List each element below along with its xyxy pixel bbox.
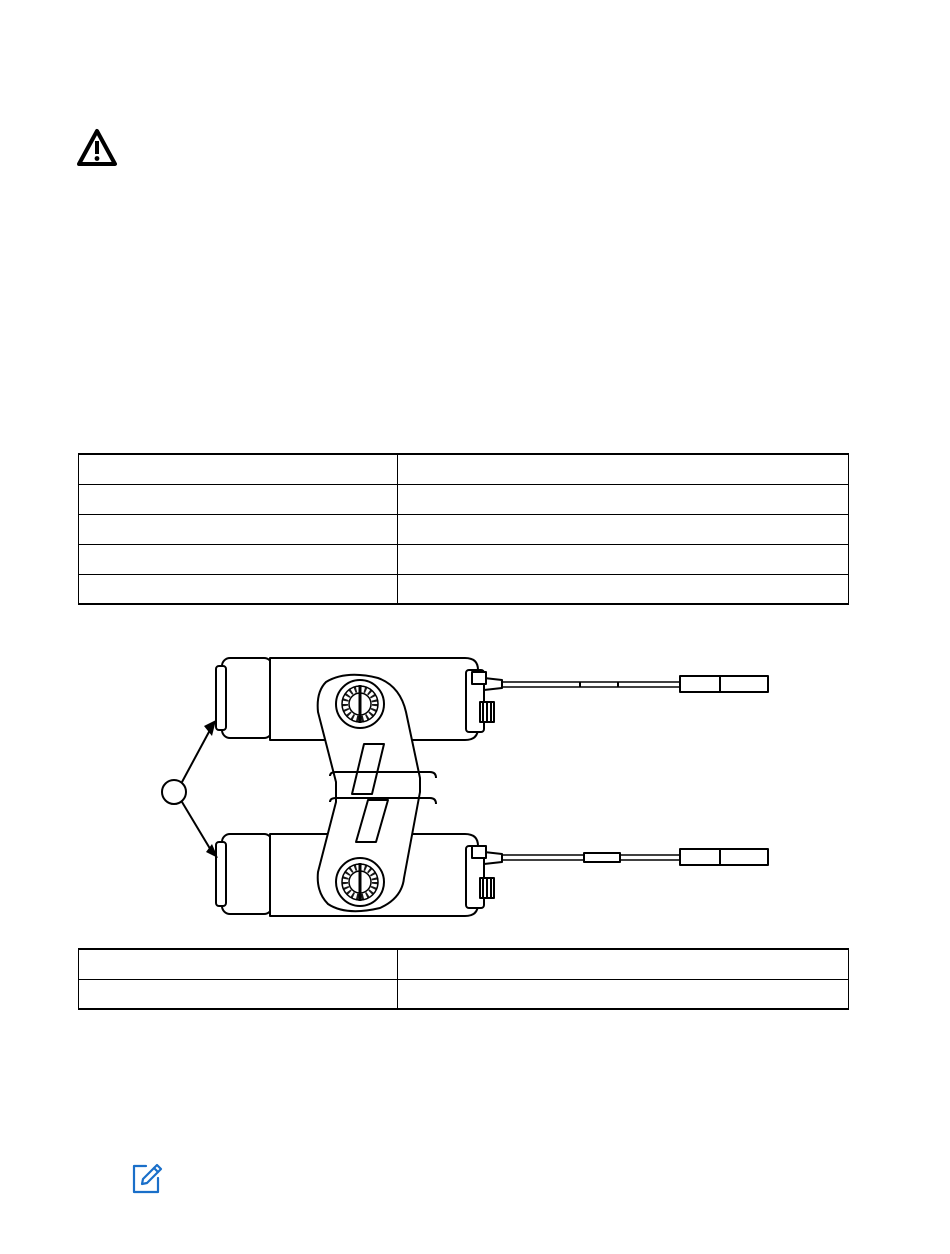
table-cell — [79, 454, 398, 484]
table-cell — [79, 514, 398, 544]
specification-table-bottom — [78, 948, 849, 1010]
table-row — [79, 979, 849, 1009]
specification-table-top — [78, 453, 849, 605]
dual-device-illustration — [150, 652, 790, 922]
note-edit-icon — [128, 1160, 164, 1196]
table-cell — [398, 514, 849, 544]
table-cell — [79, 949, 398, 979]
table-cell — [398, 979, 849, 1009]
table-cell — [398, 454, 849, 484]
table-cell — [79, 574, 398, 604]
table-cell — [398, 484, 849, 514]
table-row — [79, 949, 849, 979]
table-row — [79, 544, 849, 574]
table-cell — [79, 544, 398, 574]
table-cell — [398, 574, 849, 604]
warning-triangle-icon — [76, 128, 118, 168]
table-row — [79, 454, 849, 484]
table-cell — [398, 544, 849, 574]
table-row — [79, 574, 849, 604]
table-row — [79, 484, 849, 514]
table-row — [79, 514, 849, 544]
table-cell — [398, 949, 849, 979]
table-cell — [79, 484, 398, 514]
table-cell — [79, 979, 398, 1009]
